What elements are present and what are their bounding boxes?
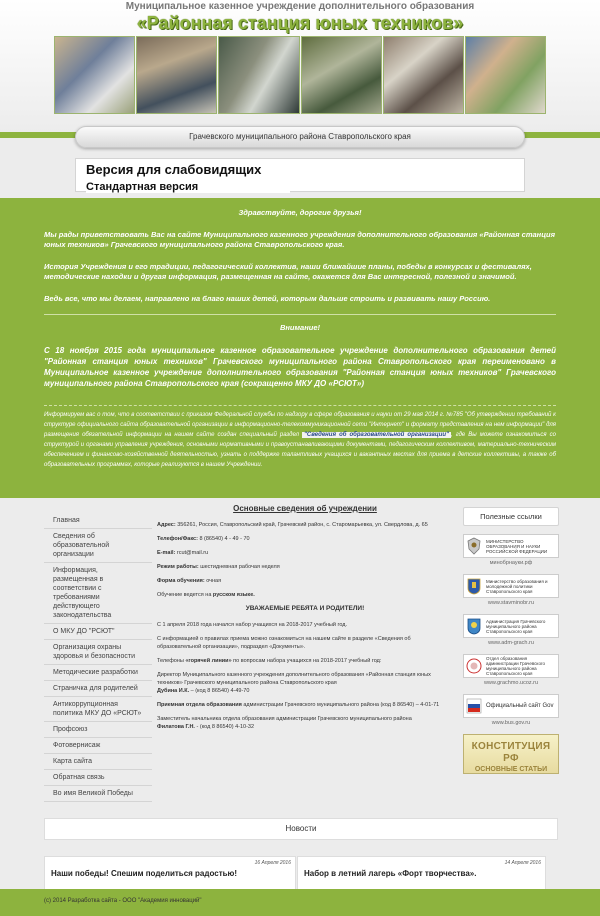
news-date: 14 Апреля 2016	[504, 860, 541, 866]
low-vision-version-link[interactable]: Версия для слабовидящих	[86, 162, 262, 177]
deputy-row	[157, 715, 453, 731]
welcome-paragraph-3: Ведь все, что мы делаем, направлено на благо наших детей, которым дальше строить и развивать нашу Россию.	[44, 294, 491, 303]
header-photo-3	[218, 36, 299, 114]
header-photo-4	[301, 36, 382, 114]
news-date: 16 Апреля 2016	[254, 860, 291, 866]
news-title[interactable]: Наши победы! Спешим поделиться радостью!	[51, 869, 238, 878]
mode-label: Режим работы:	[157, 564, 199, 570]
mode-value: шестидневная рабочая неделя	[200, 564, 280, 570]
language-value: русском языке.	[212, 592, 255, 598]
welcome-section	[0, 198, 600, 498]
enrollment-start: С 1 апреля 2018 года начался набор учащихся на 2018-2017 учебный год.	[157, 622, 347, 628]
region-bar: Грачевского муниципального района Ставропольского края	[75, 126, 525, 148]
useful-links	[463, 507, 559, 774]
link-grachmo[interactable]	[463, 654, 559, 678]
sidebar-item-feedback[interactable]: Обратная связь	[44, 770, 152, 786]
link-bus-gov-text: Официальный сайт Gov	[486, 702, 554, 709]
phone-row	[157, 535, 453, 543]
language-text: Обучение ведется на	[157, 592, 212, 598]
rename-notice: С 18 ноября 2015 года муниципальное казенное образовательное учреждение дополнительного образования детей "Районная станция юных техников" Грачевского муниципального района Ставропольского края переименовано в Муниципальное казенное учреждение дополнительного образования "Районная станция юных техников" Грачевского муниципального района Ставропольского края (сокращенно МКУ ДО «РСЮТ»)	[44, 346, 556, 388]
sidebar-item-photos[interactable]: Фотовернисаж	[44, 738, 152, 754]
site-header	[0, 0, 600, 134]
reception-row	[157, 701, 453, 709]
useful-links-title: Полезные ссылки	[463, 507, 559, 526]
site-title[interactable]: «Районная станция юных техников»	[136, 13, 464, 33]
deputy-phone: - (код 8 86540) 4-10-32	[196, 724, 255, 730]
sidebar-item-sitemap[interactable]: Карта сайта	[44, 754, 152, 770]
link-minobrnauki-url[interactable]: минобрнауки.рф	[489, 560, 533, 566]
district-emblem-icon	[466, 617, 482, 635]
link-adm-grach-url[interactable]: www.adm-grach.ru	[488, 640, 534, 646]
constitution-title: КОНСТИТУЦИЯ РФ	[471, 741, 551, 764]
welcome-greeting: Здравствуйте, дорогие друзья!	[238, 208, 362, 217]
link-grachmo-text: Отдел образования администрации Грачевского муниципального района Ставропольского края	[486, 656, 546, 676]
director-name: Дубина И.К.	[157, 688, 190, 694]
welcome-divider	[44, 314, 556, 315]
sidebar-item-legal-info[interactable]: Информация, размещенная в соответствии с требованиями действующего законодательства	[44, 563, 152, 624]
address-row	[157, 521, 453, 529]
form-label: Форма обучения:	[157, 578, 205, 584]
content-title: Основные сведения об учреждении	[233, 504, 377, 513]
link-stavminobr-text: Министерство образования и молодежной политики Ставропольского края	[486, 578, 548, 594]
constitution-banner[interactable]	[463, 734, 559, 774]
link-stavminobr[interactable]	[463, 574, 559, 598]
mode-row	[157, 563, 453, 571]
sidebar-item-home[interactable]: Главная	[44, 513, 152, 529]
footer-copyright[interactable]: (с) 2014 Разработка сайта - ООО "Академия инноваций"	[44, 898, 202, 904]
reception-label: Приемная отдела образования	[157, 702, 242, 708]
welcome-paragraph-2: История Учреждения и его традиции, педагогический коллектив, наши ближайшие планы, победы в конкурсах и фестивалях, методические находки и другая информация, размещенная на сайте, окажется для Вас интересной, полезной и значимой.	[44, 262, 532, 281]
email-row	[157, 549, 453, 557]
header-photo-6	[465, 36, 546, 114]
sidebar-menu	[44, 513, 152, 802]
sidebar-item-parents[interactable]: Страничка для родителей	[44, 681, 152, 697]
header-subtitle: Муниципальное казенное учреждение дополнительного образования	[125, 1, 475, 12]
news-heading: Новости	[44, 818, 558, 840]
link-bus-gov-url[interactable]: www.bus.gov.ru	[491, 720, 531, 726]
address-label: Адрес:	[157, 522, 176, 528]
parents-heading: УВАЖАЕМЫЕ РЕБЯТА И РОДИТЕЛИ!	[245, 605, 365, 612]
hotline-post: по вопросам набора учащихся на 2018-2017 учебный год:	[233, 658, 382, 664]
email-link[interactable]: rcut@mail.ru	[176, 550, 209, 556]
phone-value: 8 (86540) 4 - 49 - 70	[199, 536, 250, 542]
coat-of-arms-icon	[466, 577, 482, 595]
sidebar-item-union[interactable]: Профсоюз	[44, 722, 152, 738]
info-notice	[44, 405, 556, 470]
admission-rules: С информацией о правилах приема можно ознакомиться на нашем сайте в разделе «Сведения об образовательной организации», подраздел «Документы».	[157, 636, 411, 650]
news-item[interactable]	[297, 856, 546, 890]
version-switcher	[75, 158, 525, 192]
standard-version-link[interactable]: Стандартная версия	[86, 181, 290, 193]
main-content	[157, 505, 453, 737]
sidebar-item-org-info[interactable]: Сведения об образовательной организации	[44, 529, 152, 563]
language-row	[157, 591, 453, 599]
sidebar-item-anticorruption[interactable]: Антикоррупционная политика МКУ ДО «РСЮТ»	[44, 697, 152, 722]
gov-site-icon	[466, 697, 482, 715]
attention-heading: Внимание!	[279, 323, 321, 332]
hotline-row	[157, 657, 453, 665]
sidebar-item-methods[interactable]: Методические разработки	[44, 665, 152, 681]
form-value: очная	[206, 578, 222, 584]
sidebar-item-victory[interactable]: Во имя Великой Победы	[44, 786, 152, 802]
info-notice-text-2: , где Вы можете ознакомиться со структурой и органами управления учреждения, основными нормативными и правоустанавливающими документами, педагогическим коллективом, материально-техническим обеспечением и финансово-хозяйственной деятельностью, узнать о поддержке талантливых учащихся и вакантных местах для приема в детские коллективы, а также об образовательных программах, которые реализуются в нашем Учреждении.	[44, 432, 557, 468]
phone-label: Телефон/Факс:	[157, 536, 198, 542]
address-value: 356261, Россия, Ставропольский край, Грачевский район, с. Старомарьевка, ул. Свердлова, д. 65	[177, 522, 428, 528]
director-row	[157, 671, 453, 695]
constitution-subtitle: ОСНОВНЫЕ СТАТЬИ	[474, 766, 548, 773]
education-dept-icon	[466, 657, 482, 675]
deputy-name: Филатова Г.Н.	[157, 724, 195, 730]
news-title[interactable]: Набор в летний лагерь «Форт творчества».	[304, 869, 477, 878]
emblem-icon	[466, 537, 482, 555]
info-section-link[interactable]: "Сведения об образовательной организации"	[304, 432, 449, 438]
sidebar-item-health-safety[interactable]: Организация охраны здоровья и безопасности	[44, 640, 152, 665]
deputy-text: Заместитель начальника отдела образования администрации Грачевского муниципального района	[157, 716, 412, 722]
link-bus-gov[interactable]	[463, 694, 559, 718]
director-text: Директор Муниципального казенного учреждения дополнительного образования «Районная станция юных техников» Грачевского муниципального района Ставропольского края	[157, 672, 431, 686]
director-phone: – (код 8 86540) 4-49-70	[190, 688, 250, 694]
header-photo-5	[383, 36, 464, 114]
header-photo-strip	[54, 36, 546, 114]
sidebar-item-about[interactable]: О МКУ ДО "РСЮТ"	[44, 624, 152, 640]
welcome-paragraph-1: Мы рады приветствовать Вас на сайте Муниципального казенного учреждения дополнительного образования «Районная станция юных техников» Грачевского муниципального района Ставропольского края.	[44, 230, 556, 249]
site-footer	[0, 889, 600, 916]
header-photo-2	[136, 36, 217, 114]
email-label: E-mail:	[157, 550, 176, 556]
link-grachmo-url[interactable]: www.grachmo.ucoz.ru	[483, 680, 539, 686]
link-stavminobr-url[interactable]: www.stavminobr.ru	[487, 600, 535, 606]
link-minobrnauki[interactable]	[463, 534, 559, 558]
info-notice-text-1: Информируем вас о том, что в соответствии с приказом Федеральной службы по надзору в сфере образования и науки от 29 мая 2014 г. №785 "Об утверждении требований к структуре официального сайта образовательной организации в информационно-телекоммуникационной сети "Интернет" и формату представления на нем информации" для размещения обязательной информации на нашем сайте создан специальный раздел	[44, 412, 556, 438]
link-adm-grach-text: Администрация Грачевского муниципального района Ставропольского края	[486, 618, 546, 634]
link-adm-grach[interactable]	[463, 614, 559, 638]
hotline-label: «горячей линии»	[185, 658, 232, 664]
hotline-pre: Телефоны	[157, 658, 184, 664]
reception-value: администрации Грачевского муниципального района (код 8 86540) – 4-01-71	[243, 702, 440, 708]
form-row	[157, 577, 453, 585]
news-item[interactable]	[44, 856, 296, 890]
main-area	[44, 504, 558, 797]
header-photo-1	[54, 36, 135, 114]
link-minobrnauki-text: МИНИСТЕРСТВО ОБРАЗОВАНИЯ И НАУКИ РОССИЙСКОЙ ФЕДЕРАЦИИ	[486, 538, 548, 554]
